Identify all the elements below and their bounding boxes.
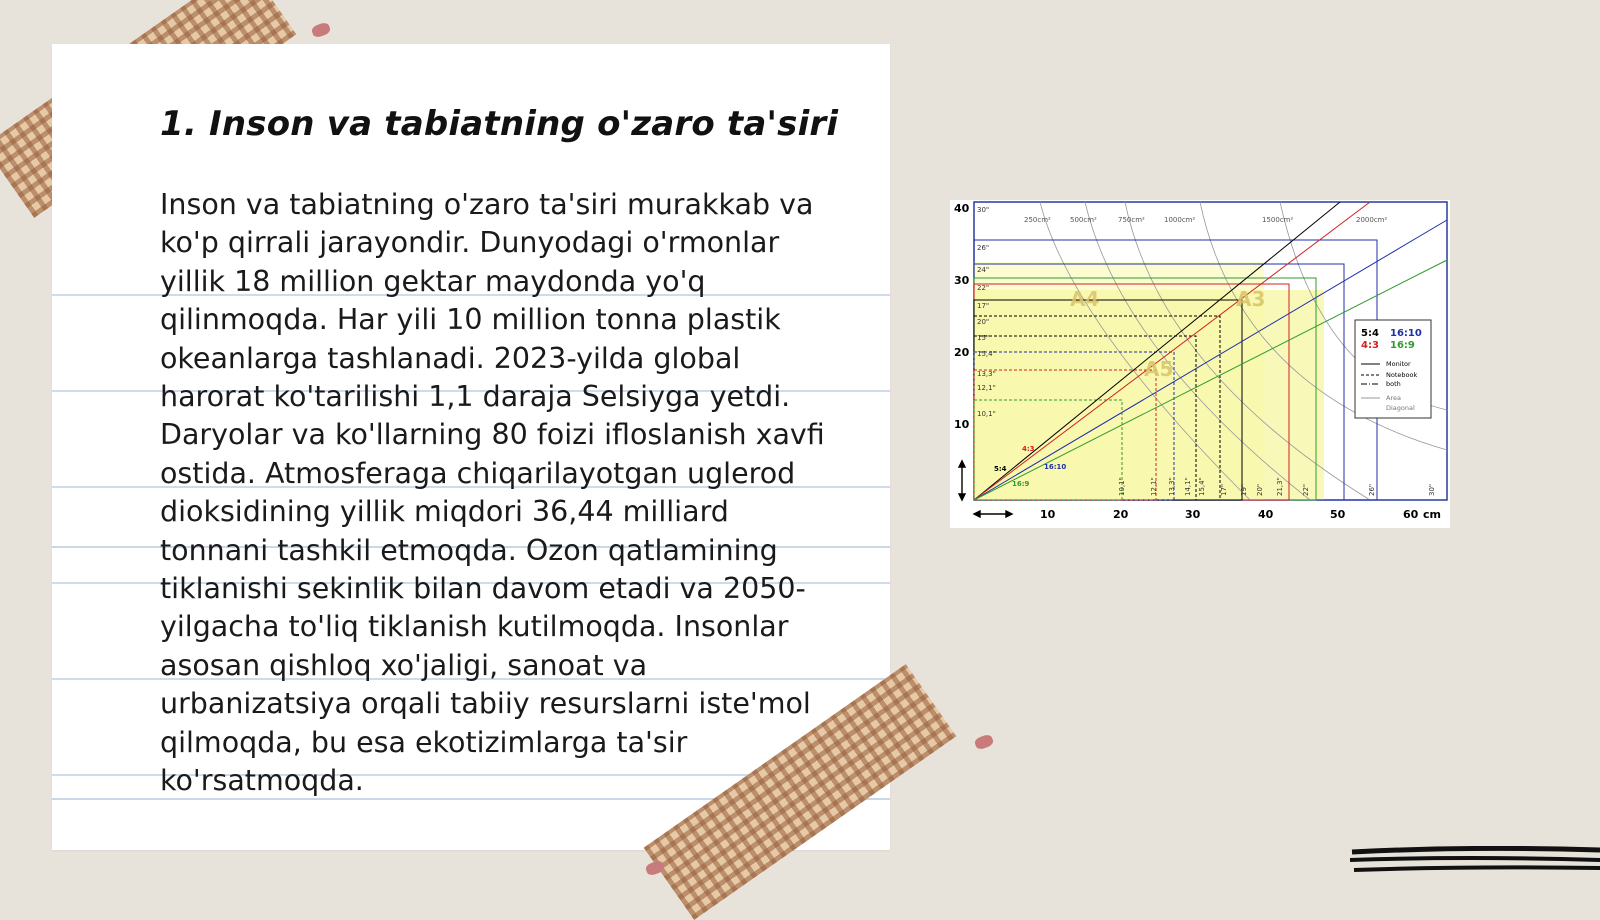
x-tick-label: 20 [1113,508,1129,521]
slide-title: 1. Inson va tabiatning o'zaro ta'siri [160,104,839,144]
tape-pin-top [310,21,331,38]
area-label: 1000cm² [1164,216,1196,224]
inch-label: 26" [1368,483,1376,496]
legend-4-3: 4:3 [1361,340,1379,351]
inch-label: 14,1" [1184,477,1192,496]
inch-label: 10,1" [977,410,996,418]
brush-line [1352,848,1600,852]
ratio-label-4-3: 4:3 [1022,445,1035,453]
x-unit-label: cm [1423,508,1441,521]
x-tick-label: 60 [1403,508,1419,521]
legend-monitor: Monitor [1386,360,1411,368]
x-tick-label: 50 [1330,508,1346,521]
inch-label: 26" [977,244,990,252]
inch-label: 15,4" [977,350,996,358]
arrow-head [959,461,965,467]
inch-label: 17" [1220,483,1228,496]
legend-diagonal: Diagonal [1386,404,1415,412]
inch-label: 30" [977,206,990,214]
ratio-label-5-4: 5:4 [994,465,1007,473]
inch-label: 15" [977,334,990,342]
figure-legend [1355,320,1431,418]
area-label: 1500cm² [1262,216,1294,224]
arrow-head [959,494,965,500]
legend-area: Area [1386,394,1401,402]
inch-label: 22" [1302,483,1310,496]
brush-line [1354,867,1600,870]
inch-label: 12,1" [977,384,996,392]
legend-16-9: 16:9 [1390,340,1415,351]
legend-16-10: 16:10 [1390,328,1422,339]
arrow-head [1006,511,1012,517]
decorative-brush-lines [1350,846,1600,886]
area-label: 250cm² [1024,216,1051,224]
screen-size-diagram [950,200,1450,528]
inch-label: 15,4" [1198,477,1206,496]
x-tick-label: 10 [1040,508,1056,521]
legend-both: both [1386,380,1401,388]
x-tick-label: 30 [1185,508,1201,521]
inch-label: 20" [977,318,990,326]
inch-label: 17" [977,302,990,310]
inch-label: 22" [977,284,990,292]
inch-label: 30" [1428,483,1436,496]
tape-pin-right [973,733,994,750]
y-tick-labels [954,202,970,431]
area-label: 750cm² [1118,216,1145,224]
area-label: 500cm² [1070,216,1097,224]
inch-label: 24" [977,266,990,274]
inch-label: 10,1" [1118,477,1126,496]
inch-label: 13,3" [1168,477,1176,496]
inch-label: 21,3" [1276,477,1284,496]
legend-notebook: Notebook [1386,371,1418,379]
y-tick-label: 20 [954,346,970,359]
paper-label-a5: A5 [1144,357,1174,381]
y-tick-label: 40 [954,202,970,215]
inch-label: 13,3" [977,370,996,378]
slide-body-text: Inson va tabiatning o'zaro ta'siri murakkab va ko'p qirrali jarayondir. Dunyodagi o'rmonlar yillik 18 million gektar maydonda yo'q qilinmoqda. Har yili 10 million tonna plastik okeanlarga tashlanadi. 2023-yilda global harorat ko'tarilishi 1,1 daraja Selsiyga yetdi. Daryolar va ko'llarning 80 foizi ifloslanish xavfi ostida. Atmosferaga chiqarilayotgan uglerod dioksidining yillik miqdori 36,44 milliard tonnani tashkil etmoqda. Ozon qatlamining tiklanishi sekinlik bilan davom etadi va 2050-yilgacha to'liq tiklanish kutilmoqda. Insonlar asosan qishloq xo'jaligi, sanoat va urbanizatsiya orqali tabiiy resurslarni iste'mol qilmoqda, bu esa ekotizimlarga ta'sir ko'rsatmoqda. [160,188,825,798]
inch-label: 19" [1240,483,1248,496]
ratio-label-16-10: 16:10 [1044,463,1067,471]
paper-label-a3: A3 [1236,287,1266,311]
x-tick-labels [1040,508,1441,521]
y-tick-label: 10 [954,418,970,431]
screen-size-figure [950,200,1450,528]
paper-label-a4: A4 [1070,287,1100,311]
inch-label: 12,1" [1150,477,1158,496]
x-tick-label: 40 [1258,508,1274,521]
area-label: 2000cm² [1356,216,1388,224]
brush-line [1350,858,1600,860]
inch-label: 20" [1256,483,1264,496]
arrow-head [974,511,980,517]
ratio-label-16-9: 16:9 [1012,480,1030,488]
y-tick-label: 30 [954,274,970,287]
legend-5-4: 5:4 [1361,328,1379,339]
